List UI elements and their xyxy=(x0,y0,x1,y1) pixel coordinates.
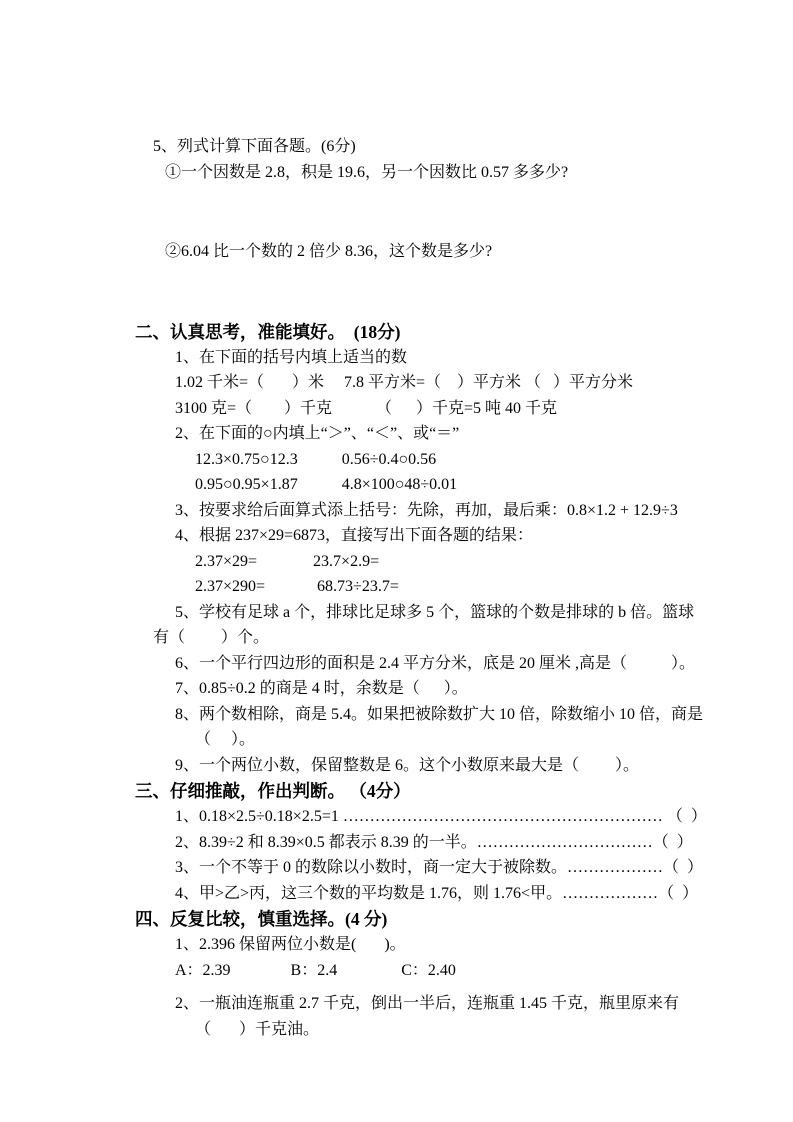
fill-blank-line: 5、学校有足球 a 个，排球比足球多 5 个，篮球的个数是排球的 b 倍。篮球 xyxy=(175,603,695,621)
exam-content xyxy=(135,134,735,1042)
compare-expression-line: 0.95○0.95×1.87 4.8×100○48÷0.01 xyxy=(195,476,458,493)
judgment-item: 1、0.18×2.5÷0.18×2.5=1 …………………………………………………… （ ） xyxy=(175,808,707,825)
fill-blank-line: 有（ ）个。 xyxy=(153,629,270,646)
fill-blank-line: 1、在下面的括号内填上适当的数 xyxy=(175,348,408,366)
judgment-item: 4、甲>乙>丙，这三个数的平均数是 1.76，则 1.76<甲。………………（ ） xyxy=(175,884,699,902)
choice-options-line: A：2.39 B：2.4 C：2.40 xyxy=(175,961,456,979)
choice-question-line: （ ）千克油。 xyxy=(195,1020,320,1038)
choice-question-line: 2、一瓶油连瓶重 2.7 千克，倒出一半后，连瓶重 1.45 千克，瓶里原来有 xyxy=(175,995,680,1012)
section-2-heading: 二、认真思考，准能填好。 (18分) xyxy=(135,321,401,342)
fill-blank-line: 6、一个平行四边形的面积是 2.4 平方分米，底是 20 厘米 ,高是（ ）。 xyxy=(175,654,696,672)
fill-blank-line: 1.02 千米=（ ）米 7.8 平方米=（ ）平方米 （ ）平方分米 xyxy=(175,374,634,391)
question-5-title: 5、列式计算下面各题。(6分) xyxy=(153,138,356,155)
fill-blank-line: 8、两个数相除，商是 5.4。如果把被除数扩大 10 倍，除数缩小 10 倍，商是 xyxy=(175,705,704,723)
choice-question-line: 1、2.396 保留两位小数是( )。 xyxy=(175,936,406,953)
result-expression-line: 2.37×29= 23.7×2.9= xyxy=(195,552,380,570)
judgment-item: 2、8.39÷2 和 8.39×0.5 都表示 8.39 的一半。……………………………（ ） xyxy=(175,833,693,851)
fill-blank-line: 2、在下面的○内填上“＞”、“＜”、或“＝” xyxy=(175,425,460,442)
fill-blank-line: （ ）。 xyxy=(195,731,256,748)
fill-blank-line: 4、根据 237×29=6873，直接写出下面各题的结果： xyxy=(175,527,534,544)
section-3-heading: 三、仔细推敲，作出判断。 （4分） xyxy=(135,781,411,801)
fill-blank-line: 3100 克=（ ）千克 （ ）千克=5 吨 40 千克 xyxy=(175,399,558,417)
fill-blank-line: 7、0.85÷0.2 的商是 4 时，余数是（ ）。 xyxy=(175,680,468,697)
fill-blank-line: 9、一个两位小数，保留整数是 6。这个小数原来最大是（ ）。 xyxy=(175,756,640,774)
section-4-heading: 四、反复比较，慎重选择。(4 分) xyxy=(135,909,388,929)
result-expression-line: 2.37×290= 68.73÷23.7= xyxy=(195,578,399,595)
compare-expression-line: 12.3×0.75○12.3 0.56÷0.4○0.56 xyxy=(195,450,437,468)
fill-blank-line: 3、按要求给后面算式添上括号：先除，再加，最后乘：0.8×1.2 + 12.9÷3 xyxy=(175,501,678,519)
question-5-item-2: ②6.04 比一个数的 2 倍少 8.36，这个数是多少? xyxy=(165,243,493,260)
judgment-item: 3、一个不等于 0 的数除以小数时，商一定大于被除数。………………（ ） xyxy=(175,859,704,876)
question-5-item-1: ①一个因数是 2.8，积是 19.6，另一个因数比 0.57 多多少? xyxy=(165,163,569,181)
